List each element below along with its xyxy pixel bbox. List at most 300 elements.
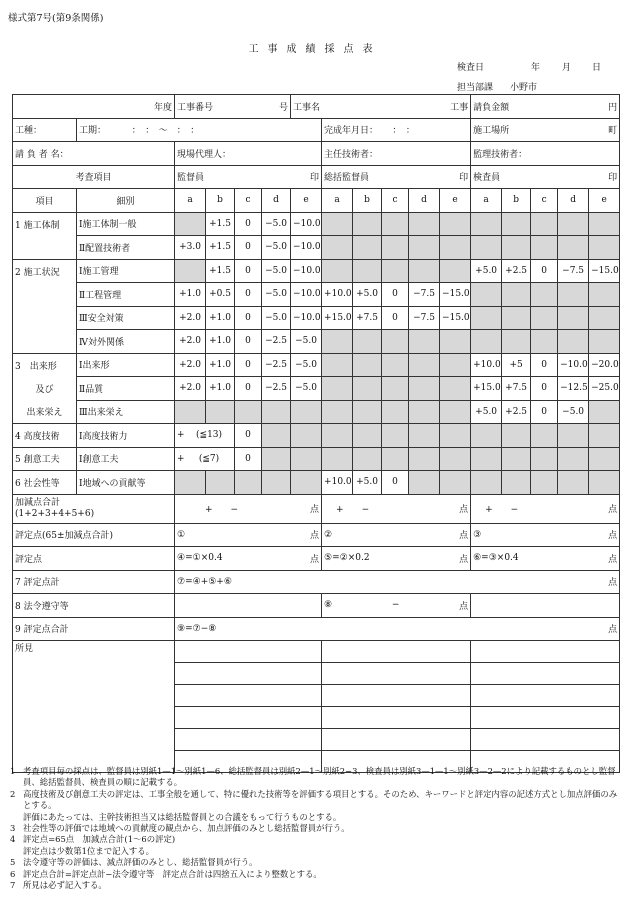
score-cell[interactable]: +1.0: [206, 330, 235, 354]
score-cell[interactable]: −2.5: [262, 377, 291, 401]
score-cell[interactable]: +1.0: [206, 353, 235, 377]
score-cell: [409, 353, 440, 377]
col-b: b: [502, 189, 531, 213]
point-unit: 点: [310, 554, 320, 565]
compliance-row: [13, 594, 620, 618]
info-row-1: [13, 95, 620, 119]
score-cell: [589, 330, 620, 354]
circle-1: ①: [177, 529, 186, 540]
opinion-label: [13, 729, 175, 751]
score-row: [13, 283, 620, 307]
note-text: 評定点合計=評定点計−法令遵守等 評定点合計は四捨五入により整数とする。: [23, 868, 322, 879]
score-cell: [502, 236, 531, 260]
addsub-total-label: [13, 494, 175, 523]
opinion-general-cell[interactable]: [322, 663, 471, 685]
go-label: 号: [279, 102, 289, 113]
point-unit: 点: [608, 578, 618, 589]
score-cell: [440, 259, 471, 283]
score-cell: [409, 377, 440, 401]
detail-label: Ⅰ地域への貢献等: [77, 471, 175, 495]
supervisor-label: 監督員: [177, 173, 205, 184]
date-year-label: 年: [531, 63, 541, 73]
score-cell: [531, 330, 558, 354]
score-cell: [558, 424, 589, 448]
detail-label: Ⅱ品質: [77, 377, 175, 401]
score-cell[interactable]: +7.5: [502, 377, 531, 401]
score-cell: [589, 424, 620, 448]
note-item: [10, 846, 622, 857]
info-row-3: [13, 142, 620, 166]
score-cell: [531, 447, 558, 471]
score-cell: [291, 400, 322, 424]
score-cell: [262, 471, 291, 495]
score-cell: [353, 424, 382, 448]
score-cell[interactable]: −10.0: [558, 353, 589, 377]
score-cell[interactable]: 0: [235, 306, 262, 330]
score-cell: [558, 306, 589, 330]
score-cell[interactable]: 0: [235, 212, 262, 236]
score-cell: [440, 330, 471, 354]
score-cell[interactable]: −10.0: [291, 283, 322, 307]
opinion-supervisor-cell[interactable]: [175, 663, 322, 685]
col-e: e: [589, 189, 620, 213]
note-item: [10, 766, 622, 789]
score-cell[interactable]: +2.0: [175, 353, 206, 377]
opinion-row: [13, 663, 620, 685]
plus-minus-label: + −: [205, 505, 239, 515]
rating-row: [13, 523, 620, 547]
formula-5-cell[interactable]: [322, 547, 471, 571]
supervising-engineer-cell[interactable]: 監理技術者：: [471, 142, 620, 166]
score-cell: [175, 259, 206, 283]
score-cell[interactable]: +5.0: [471, 259, 502, 283]
score-cell: [175, 212, 206, 236]
score-cell: [558, 447, 589, 471]
score-cell: [531, 306, 558, 330]
score-cell: [589, 283, 620, 307]
detail-label: Ⅲ出来栄え: [77, 400, 175, 424]
score-cell: [409, 259, 440, 283]
max-13-note: (≦13): [196, 430, 223, 441]
opinion-supervisor-cell[interactable]: [175, 685, 322, 707]
rating-cell-1[interactable]: [175, 523, 322, 547]
town-label: 町: [608, 126, 618, 137]
score-cell: [322, 400, 353, 424]
score-cell: [409, 400, 440, 424]
note-text: 評定点=65点 加減点合計(1〜6の評定): [23, 834, 176, 845]
score-cell[interactable]: −15.0: [589, 259, 620, 283]
score-cell[interactable]: +5.0: [353, 283, 382, 307]
score-cell: [206, 471, 235, 495]
max-7-note: (≦7): [198, 453, 220, 464]
score-cell[interactable]: +1.5: [206, 236, 235, 260]
score-cell[interactable]: [175, 447, 235, 471]
score-cell: [409, 447, 440, 471]
score-cell: [440, 471, 471, 495]
score-cell[interactable]: 0: [531, 353, 558, 377]
col-a: a: [175, 189, 206, 213]
score-cell[interactable]: −7.5: [558, 259, 589, 283]
score-cell[interactable]: +10.0: [322, 283, 353, 307]
department-value: 小野市: [510, 83, 538, 93]
score-cell: [175, 400, 206, 424]
inspector-addsub-cell[interactable]: [471, 494, 620, 523]
score-cell[interactable]: +2.5: [502, 259, 531, 283]
score-cell[interactable]: 0: [235, 447, 262, 471]
score-cell[interactable]: −2.5: [262, 353, 291, 377]
site-label: 施工場所: [473, 126, 510, 137]
score-cell[interactable]: +10.0: [322, 471, 353, 495]
score-cell[interactable]: −5.0: [262, 236, 291, 260]
note-number: [10, 846, 23, 857]
score-cell[interactable]: +1.0: [206, 377, 235, 401]
inspection-items-header: 考査項目: [13, 165, 175, 189]
chief-engineer-cell[interactable]: 主任技術者：: [322, 142, 471, 166]
score-cell[interactable]: −5.0: [262, 259, 291, 283]
score-cell: [409, 424, 440, 448]
compliance-label: 8 法令遵守等: [13, 594, 175, 618]
score-cell: [471, 283, 502, 307]
score-cell[interactable]: +1.0: [206, 306, 235, 330]
inspector-header: [471, 165, 620, 189]
score-cell[interactable]: 0: [531, 377, 558, 401]
score-cell: [502, 306, 531, 330]
score-cell: [262, 400, 291, 424]
group-header-row: [13, 165, 620, 189]
score-cell: [353, 259, 382, 283]
grand-total-row: [13, 617, 620, 641]
formula-5: ⑤=②×0.2: [324, 553, 370, 564]
score-cell[interactable]: −12.5: [558, 377, 589, 401]
score-cell: [382, 377, 409, 401]
score-cell: [440, 424, 471, 448]
score-cell[interactable]: +5: [502, 353, 531, 377]
score-cell[interactable]: 0: [382, 283, 409, 307]
plus-minus-label: + −: [485, 505, 519, 515]
score-cell[interactable]: −5.0: [291, 330, 322, 354]
score-cell: [382, 353, 409, 377]
score-cell: [531, 283, 558, 307]
col-b: b: [353, 189, 382, 213]
site-agent-cell[interactable]: 現場代理人：: [175, 142, 322, 166]
score-cell[interactable]: +1.0: [175, 283, 206, 307]
score-cell: [589, 212, 620, 236]
addsub-total-line1: 加減点合計: [15, 497, 61, 508]
score-cell: [322, 377, 353, 401]
rating-cell-3[interactable]: [471, 523, 620, 547]
item-label: 2 施工状況: [13, 259, 77, 283]
score-row: [13, 447, 620, 471]
score-cell[interactable]: +2.0: [175, 330, 206, 354]
score-cell[interactable]: 0: [531, 259, 558, 283]
note-text: 所見は必ず記入する。: [23, 880, 107, 891]
opinion-supervisor-cell[interactable]: [175, 707, 322, 729]
detail-label: Ⅳ対外関係: [77, 330, 175, 354]
score-cell: [471, 306, 502, 330]
total-label: 7 評定点計: [13, 570, 175, 594]
score-cell[interactable]: −15.0: [440, 306, 471, 330]
score-cell[interactable]: 0: [382, 306, 409, 330]
col-a: a: [471, 189, 502, 213]
score-cell: [353, 447, 382, 471]
score-cell[interactable]: −5.0: [262, 212, 291, 236]
opinion-supervisor-cell[interactable]: [175, 641, 322, 663]
score-cell[interactable]: +15.0: [322, 306, 353, 330]
score-cell[interactable]: +2.5: [502, 400, 531, 424]
col-d: d: [558, 189, 589, 213]
period-value: ： ： 〜 ： ：: [131, 126, 200, 137]
item-label: 4 高度技術: [13, 424, 77, 448]
score-cell: [440, 447, 471, 471]
seal-label: 印: [310, 173, 320, 184]
note-item: [10, 857, 622, 868]
opinion-inspector-cell[interactable]: [471, 729, 620, 751]
opinion-inspector-cell[interactable]: [471, 641, 620, 663]
opinion-inspector-cell[interactable]: [471, 707, 620, 729]
score-cell: [382, 424, 409, 448]
score-cell: [440, 236, 471, 260]
opinion-row: [13, 641, 620, 663]
score-cell[interactable]: −5.0: [262, 306, 291, 330]
score-cell: [175, 471, 206, 495]
score-cell[interactable]: −5.0: [291, 353, 322, 377]
score-cell: [409, 330, 440, 354]
score-cell[interactable]: [175, 424, 235, 448]
note-text: 評定点は少数第1位まで記入する。: [23, 845, 154, 856]
score-cell: [531, 236, 558, 260]
formula-4-cell[interactable]: [175, 547, 322, 571]
score-cell: [502, 447, 531, 471]
site-cell[interactable]: [471, 118, 620, 142]
col-c: c: [235, 189, 262, 213]
score-cell: [502, 330, 531, 354]
score-cell: [531, 212, 558, 236]
score-cell[interactable]: 0: [235, 377, 262, 401]
opinion-row: [13, 707, 620, 729]
score-cell: [353, 377, 382, 401]
score-cell: [440, 212, 471, 236]
compliance-general-cell[interactable]: [322, 594, 471, 618]
note-item: [10, 823, 622, 834]
score-row: [13, 400, 620, 424]
score-cell: [589, 471, 620, 495]
score-cell[interactable]: 0: [235, 353, 262, 377]
score-cell[interactable]: +5.0: [353, 471, 382, 495]
score-cell: [382, 400, 409, 424]
point-unit: 点: [310, 531, 320, 542]
score-cell: [353, 400, 382, 424]
score-cell[interactable]: +10.0: [471, 353, 502, 377]
note-text: 評価にあたっては、主幹技術担当又は総括監督員との合議をもって行うものとする。: [23, 811, 342, 822]
score-cell: [558, 283, 589, 307]
work-number-cell[interactable]: [175, 95, 291, 119]
note-item: [10, 869, 622, 880]
col-d: d: [262, 189, 291, 213]
score-cell: [235, 471, 262, 495]
completion-cell[interactable]: [322, 118, 471, 142]
work-type-cell[interactable]: 工種：: [13, 118, 77, 142]
opinion-general-cell[interactable]: [322, 685, 471, 707]
score-cell[interactable]: −20.0: [589, 353, 620, 377]
score-cell: [291, 471, 322, 495]
point-unit: 点: [459, 601, 469, 612]
score-cell[interactable]: −2.5: [262, 330, 291, 354]
score-cell: [353, 236, 382, 260]
work-name-cell[interactable]: [291, 95, 471, 119]
item-label: 及び: [13, 377, 77, 401]
score-cell: [502, 424, 531, 448]
score-cell[interactable]: +7.5: [353, 306, 382, 330]
note-text: 社会性等の評価では地域への貢献度の観点から、加点評価のみとし総括監督員が行う。: [23, 823, 350, 834]
date-month-label: 月: [562, 63, 572, 73]
score-cell[interactable]: +1.5: [206, 259, 235, 283]
score-cell[interactable]: 0: [235, 259, 262, 283]
note-number: [10, 812, 23, 823]
note-number: 7: [10, 880, 16, 891]
formula-6-cell[interactable]: [471, 547, 620, 571]
score-cell[interactable]: 0: [382, 471, 409, 495]
score-cell: [558, 212, 589, 236]
minus-sign: −: [391, 600, 400, 611]
note-item: [10, 789, 622, 812]
score-cell[interactable]: 0: [531, 400, 558, 424]
score-cell: [471, 447, 502, 471]
score-cell: [502, 283, 531, 307]
form-number-label: 様式第7号(第9条関係): [8, 13, 104, 24]
score-cell: [502, 471, 531, 495]
plus-minus-label: + −: [336, 505, 370, 515]
general-supervisor-header: [322, 165, 471, 189]
inspection-date-label: 検査日: [457, 63, 485, 73]
info-row-2: [13, 118, 620, 142]
opinion-general-cell[interactable]: [322, 707, 471, 729]
rating-label: 評定点(65±加減点合計): [13, 523, 175, 547]
detail-label: Ⅲ安全対策: [77, 306, 175, 330]
score-cell[interactable]: 0: [235, 330, 262, 354]
col-c: c: [382, 189, 409, 213]
opinion-supervisor-cell[interactable]: [175, 729, 322, 751]
col-b: b: [206, 189, 235, 213]
score-row: [13, 212, 620, 236]
note-text: 法令遵守等の評価は、減点評価のみとし、総括監督員が行う。: [23, 857, 258, 868]
opinion-label: 所見: [13, 641, 175, 663]
score-cell[interactable]: −5.0: [558, 400, 589, 424]
score-cell[interactable]: −10.0: [291, 212, 322, 236]
supervisor-addsub-cell[interactable]: [175, 494, 322, 523]
compliance-supervisor-cell: [175, 594, 322, 618]
total-cell[interactable]: [175, 570, 620, 594]
score-cell[interactable]: +3.0: [175, 236, 206, 260]
score-cell: [558, 471, 589, 495]
score-cell[interactable]: +5.0: [471, 400, 502, 424]
item-label: [13, 330, 77, 354]
department-label: 担当部課: [457, 83, 494, 93]
score-cell: [531, 471, 558, 495]
score-cell: [558, 330, 589, 354]
score-row: [13, 236, 620, 260]
opinion-inspector-cell[interactable]: [471, 685, 620, 707]
note-number: 3: [10, 823, 16, 834]
score-cell: [471, 236, 502, 260]
score-cell: [353, 353, 382, 377]
score-row: [13, 424, 620, 448]
detail-label: Ⅰ高度技術力: [77, 424, 175, 448]
col-d: d: [409, 189, 440, 213]
point-unit: 点: [608, 625, 618, 636]
score-cell[interactable]: 0: [235, 236, 262, 260]
opinion-general-cell[interactable]: [322, 641, 471, 663]
contract-amount-cell[interactable]: [471, 95, 620, 119]
score-cell[interactable]: +15.0: [471, 377, 502, 401]
score-cell[interactable]: −10.0: [291, 236, 322, 260]
score-cell: [262, 424, 291, 448]
score-cell: [322, 212, 353, 236]
opinion-general-cell[interactable]: [322, 729, 471, 751]
compliance-inspector-cell: [471, 594, 620, 618]
score-cell[interactable]: −5.0: [291, 377, 322, 401]
rating-cell-2[interactable]: [322, 523, 471, 547]
period-cell[interactable]: [77, 118, 322, 142]
score-cell: [322, 353, 353, 377]
scoring-table: [12, 94, 620, 773]
score-cell[interactable]: −15.0: [440, 283, 471, 307]
grand-total-cell[interactable]: [175, 617, 620, 641]
score-cell[interactable]: 0: [235, 424, 262, 448]
score-cell[interactable]: −5.0: [262, 283, 291, 307]
general-addsub-cell[interactable]: [322, 494, 471, 523]
score-cell[interactable]: 0: [235, 283, 262, 307]
fiscal-year-cell[interactable]: 年度: [13, 95, 175, 119]
score-cell[interactable]: +0.5: [206, 283, 235, 307]
detail-label: Ⅱ工程管理: [77, 283, 175, 307]
point-unit: 点: [608, 531, 618, 542]
date-day-label: 日: [592, 63, 602, 73]
score-cell[interactable]: −7.5: [409, 283, 440, 307]
score-cell[interactable]: −25.0: [589, 377, 620, 401]
score-cell: [531, 424, 558, 448]
opinion-row: [13, 685, 620, 707]
score-cell: [353, 330, 382, 354]
opinion-inspector-cell[interactable]: [471, 663, 620, 685]
item-label: 6 社会性等: [13, 471, 77, 495]
score-cell[interactable]: −10.0: [291, 306, 322, 330]
score-cell: [440, 377, 471, 401]
contract-amount-label: 請負金額: [473, 102, 510, 113]
score-cell: [322, 330, 353, 354]
note-text: 高度技術及び創意工夫の評定は、工事全般を通して、特に優れた技術等を評価する項目とする。そのため、キーワードと評定内容の記述方式とし加点評価のみとする。: [23, 788, 618, 811]
score-cell: [440, 400, 471, 424]
grand-total-label: 9 評定点合計: [13, 617, 175, 641]
score-formula-row: [13, 547, 620, 571]
score-cell[interactable]: +1.5: [206, 212, 235, 236]
score-cell[interactable]: +2.0: [175, 377, 206, 401]
point-unit: 点: [608, 505, 618, 515]
detail-label: Ⅰ施工体制一般: [77, 212, 175, 236]
score-cell: [382, 236, 409, 260]
note-number: 4: [10, 834, 16, 845]
inspector-label: 検査員: [473, 173, 501, 184]
score-cell: [440, 353, 471, 377]
score-cell: [471, 471, 502, 495]
note-text: 考査項目毎の採点は、監督員は別紙1—1〜別紙1—6、総括監督員は別紙2—1〜別紙2−3、検査員は別紙3—1—1〜別紙3—2—2により記載するものとし監督員、総括監督員、検査員の順に記載する。: [23, 766, 616, 788]
score-cell: [502, 212, 531, 236]
score-cell[interactable]: +2.0: [175, 306, 206, 330]
score-cell[interactable]: −10.0: [291, 259, 322, 283]
score-label: 評定点: [13, 547, 175, 571]
contractor-cell[interactable]: 請 負 者 名：: [13, 142, 175, 166]
score-cell[interactable]: −7.5: [409, 306, 440, 330]
detail-label: Ⅰ施工管理: [77, 259, 175, 283]
